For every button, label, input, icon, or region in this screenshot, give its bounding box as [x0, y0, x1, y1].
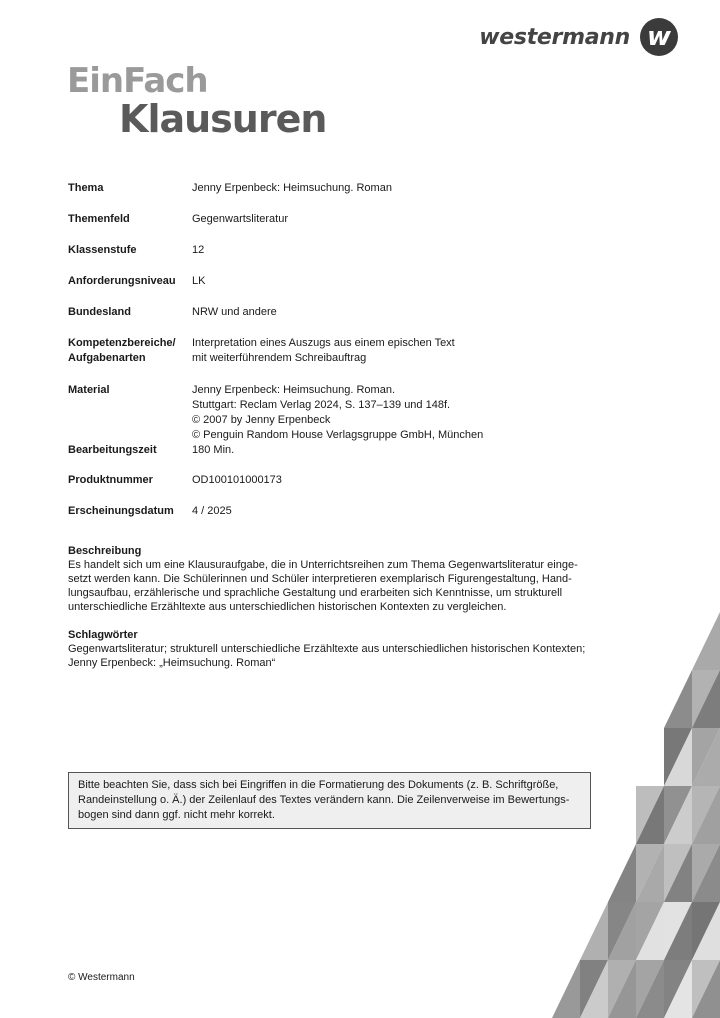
metadata-label: [68, 383, 192, 443]
metadata-value-line: 180 Min.: [192, 444, 235, 456]
metadata-row: [68, 181, 608, 196]
metadata-value-line: mit weiterführendem Schreibauftrag: [192, 352, 367, 364]
metadata-label: [68, 181, 192, 196]
metadata-label-line: Material: [68, 384, 110, 396]
metadata-value-line: © 2007 by Jenny Erpenbeck: [192, 414, 331, 426]
metadata-label: [68, 212, 192, 227]
metadata-row: [68, 504, 608, 519]
metadata-label-line: Klassenstufe: [68, 244, 137, 256]
metadata-value: [192, 212, 608, 227]
metadata-label: [68, 336, 192, 366]
metadata-row: [68, 243, 608, 258]
metadata-value-line: Interpretation eines Auszugs aus einem epischen Text: [192, 337, 455, 349]
metadata-value-line: NRW und andere: [192, 306, 277, 318]
series-title-line2: Klausuren: [119, 97, 327, 141]
decor-triangle: [552, 960, 580, 1018]
metadata-value-line: 4 / 2025: [192, 505, 232, 517]
metadata-row: [68, 274, 608, 289]
metadata-label: [68, 274, 192, 289]
metadata-label: [68, 443, 192, 458]
metadata-value-line: Jenny Erpenbeck: Heimsuchung. Roman: [192, 182, 392, 194]
metadata-value-line: © Penguin Random House Verlagsgruppe GmbH, München: [192, 429, 484, 441]
text-line: Jenny Erpenbeck: „Heimsuchung. Roman“: [68, 657, 276, 669]
metadata-label-line: Thema: [68, 182, 104, 194]
metadata-value: [192, 336, 608, 366]
metadata-label-line: Kompetenzbereiche/: [68, 337, 176, 349]
footer-copyright: © Westermann: [68, 972, 135, 983]
metadata-value: [192, 443, 608, 458]
description-text: [68, 558, 588, 614]
description-heading: Beschreibung: [68, 545, 142, 557]
keywords-section: [68, 628, 588, 670]
metadata-label: [68, 243, 192, 258]
metadata-value-line: LK: [192, 275, 206, 287]
westermann-logo-icon: w: [640, 18, 678, 56]
metadata-label: [68, 305, 192, 320]
metadata-value-line: Jenny Erpenbeck: Heimsuchung. Roman.: [192, 384, 395, 396]
metadata-label-line: Anforderungsniveau: [68, 275, 176, 287]
metadata-label: [68, 504, 192, 519]
text-line: setzt werden kann. Die Schülerinnen und Schüler interpretieren exemplarisch Figurengestaltung, Hand-: [68, 573, 572, 585]
metadata-label-line: Bearbeitungszeit: [68, 444, 157, 456]
metadata-label-line: Aufgabenarten: [68, 352, 146, 364]
series-title-line1: EinFach: [67, 61, 208, 101]
brand-wordmark: westermann: [479, 24, 630, 50]
metadata-row: [68, 212, 608, 227]
metadata-row: [68, 443, 608, 458]
series-logo: [67, 61, 327, 141]
text-line: lungsaufbau, erzählerische und sprachliche Gestaltung und erarbeiten sich Kenntnisse, um strukturell: [68, 587, 563, 599]
metadata-value-line: OD100101000173: [192, 474, 282, 486]
formatting-notice-box: [68, 772, 591, 829]
metadata-label-line: Themenfeld: [68, 213, 130, 225]
decor-triangle: [580, 902, 608, 960]
metadata-value: [192, 473, 608, 488]
metadata-value: [192, 305, 608, 320]
text-line: Es handelt sich um eine Klausuraufgabe, die in Unterrichtsreihen zum Thema Gegenwartsliteratur einge-: [68, 559, 578, 571]
metadata-value: [192, 181, 608, 196]
metadata-value: [192, 243, 608, 258]
keywords-text: [68, 642, 588, 670]
metadata-label: [68, 473, 192, 488]
metadata-value: [192, 383, 608, 443]
decor-triangle: [664, 670, 692, 728]
metadata-value-line: Stuttgart: Reclam Verlag 2024, S. 137–139 und 148f.: [192, 399, 451, 411]
decor-triangle: [608, 844, 636, 902]
text-line: Bitte beachten Sie, dass sich bei Eingriffen in die Formatierung des Dokuments (z. B. Schriftgröße,: [78, 779, 559, 791]
metadata-value-line: Gegenwartsliteratur: [192, 213, 288, 225]
keywords-heading: Schlagwörter: [68, 629, 138, 641]
text-line: Randeinstellung o. Ä.) der Zeilenlauf des Textes verändern kann. Die Zeilenverweise im Bewertungs-: [78, 794, 570, 806]
metadata-value-line: 12: [192, 244, 205, 256]
text-line: unterschiedliche Erzähltexte aus unterschiedlichen historischen Kontexten zu vergleichen.: [68, 601, 507, 613]
decor-triangle: [692, 612, 720, 670]
metadata-row: [68, 383, 608, 443]
metadata-label-line: Erscheinungsdatum: [68, 505, 174, 517]
metadata-label-line: Bundesland: [68, 306, 131, 318]
text-line: Gegenwartsliteratur; strukturell unterschiedliche Erzähltexte aus unterschiedlichen historischen Kontexten;: [68, 643, 586, 655]
metadata-row: [68, 473, 608, 488]
metadata-value: [192, 274, 608, 289]
publisher-brand: [479, 18, 678, 56]
metadata-row: [68, 305, 608, 320]
metadata-label-line: Produktnummer: [68, 474, 153, 486]
metadata-row: [68, 336, 608, 366]
metadata-value: [192, 504, 608, 519]
text-line: bogen sind dann ggf. nicht mehr korrekt.: [78, 809, 275, 821]
description-section: [68, 544, 588, 614]
